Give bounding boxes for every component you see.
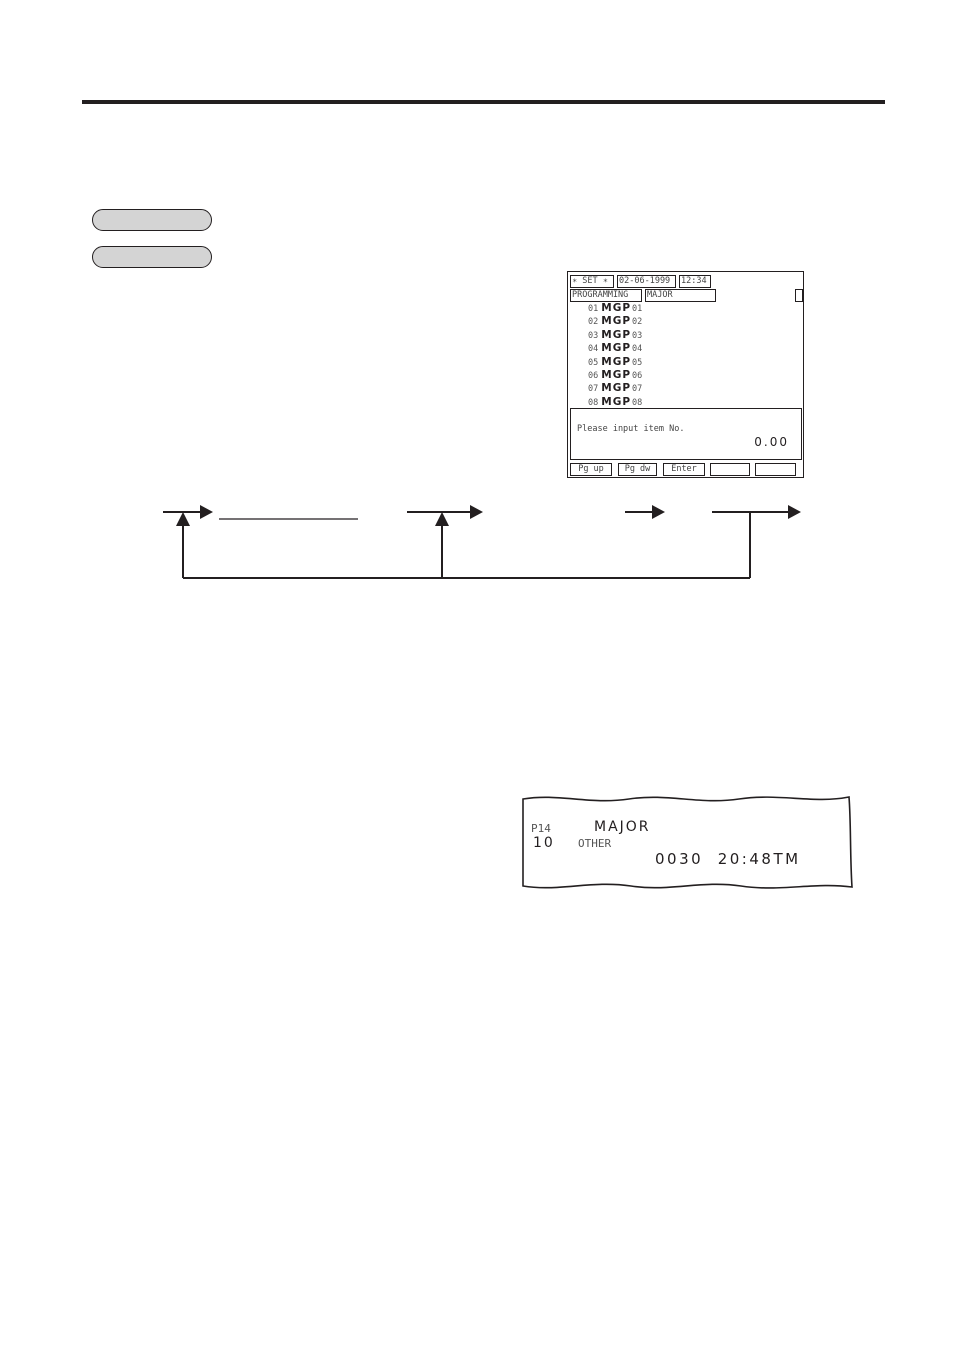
amount-display: 0.00 (754, 435, 789, 449)
prompt-text: Please input item No. (577, 424, 685, 434)
pg-up-key[interactable]: Pg up (570, 463, 612, 476)
list-item[interactable]: 03 MGP03 (588, 328, 643, 341)
receipt-program-code: P14 (531, 822, 551, 835)
lcd-section: PROGRAMMING (570, 289, 642, 302)
receipt-footer: 0030 20:48TM (655, 850, 801, 868)
arrow-up-icon (435, 512, 449, 526)
list-item[interactable]: 05 MGP05 (588, 355, 643, 368)
list-item[interactable]: 02 MGP02 (588, 315, 643, 328)
list-item[interactable]: 07 MGP07 (588, 382, 643, 395)
enter-key[interactable]: Enter (663, 463, 705, 476)
list-item[interactable]: 08 MGP08 (588, 395, 643, 408)
lcd-program: MAJOR (645, 289, 716, 302)
receipt-item-no: 10 (533, 835, 555, 851)
list-item[interactable]: 01 MGP01 (588, 302, 643, 314)
receipt-item-name: OTHER (578, 837, 612, 850)
lcd-time: 12:34 (679, 275, 711, 288)
list-item[interactable]: 04 MGP04 (588, 342, 643, 355)
receipt-paper (519, 792, 855, 892)
flow-diagram (0, 0, 954, 600)
arrow-right-icon (470, 505, 483, 519)
arrow-right-icon (652, 505, 665, 519)
arrow-up-icon (176, 512, 190, 526)
receipt-program-name: MAJOR (594, 819, 651, 835)
arrow-right-icon (200, 505, 213, 519)
list-item[interactable]: 06 MGP06 (588, 368, 643, 381)
lcd-mode: ∗ SET ∗ (570, 275, 614, 288)
pg-down-key[interactable]: Pg dw (618, 463, 657, 476)
arrow-right-icon (788, 505, 801, 519)
lcd-date: 02-06-1999 (617, 275, 676, 288)
